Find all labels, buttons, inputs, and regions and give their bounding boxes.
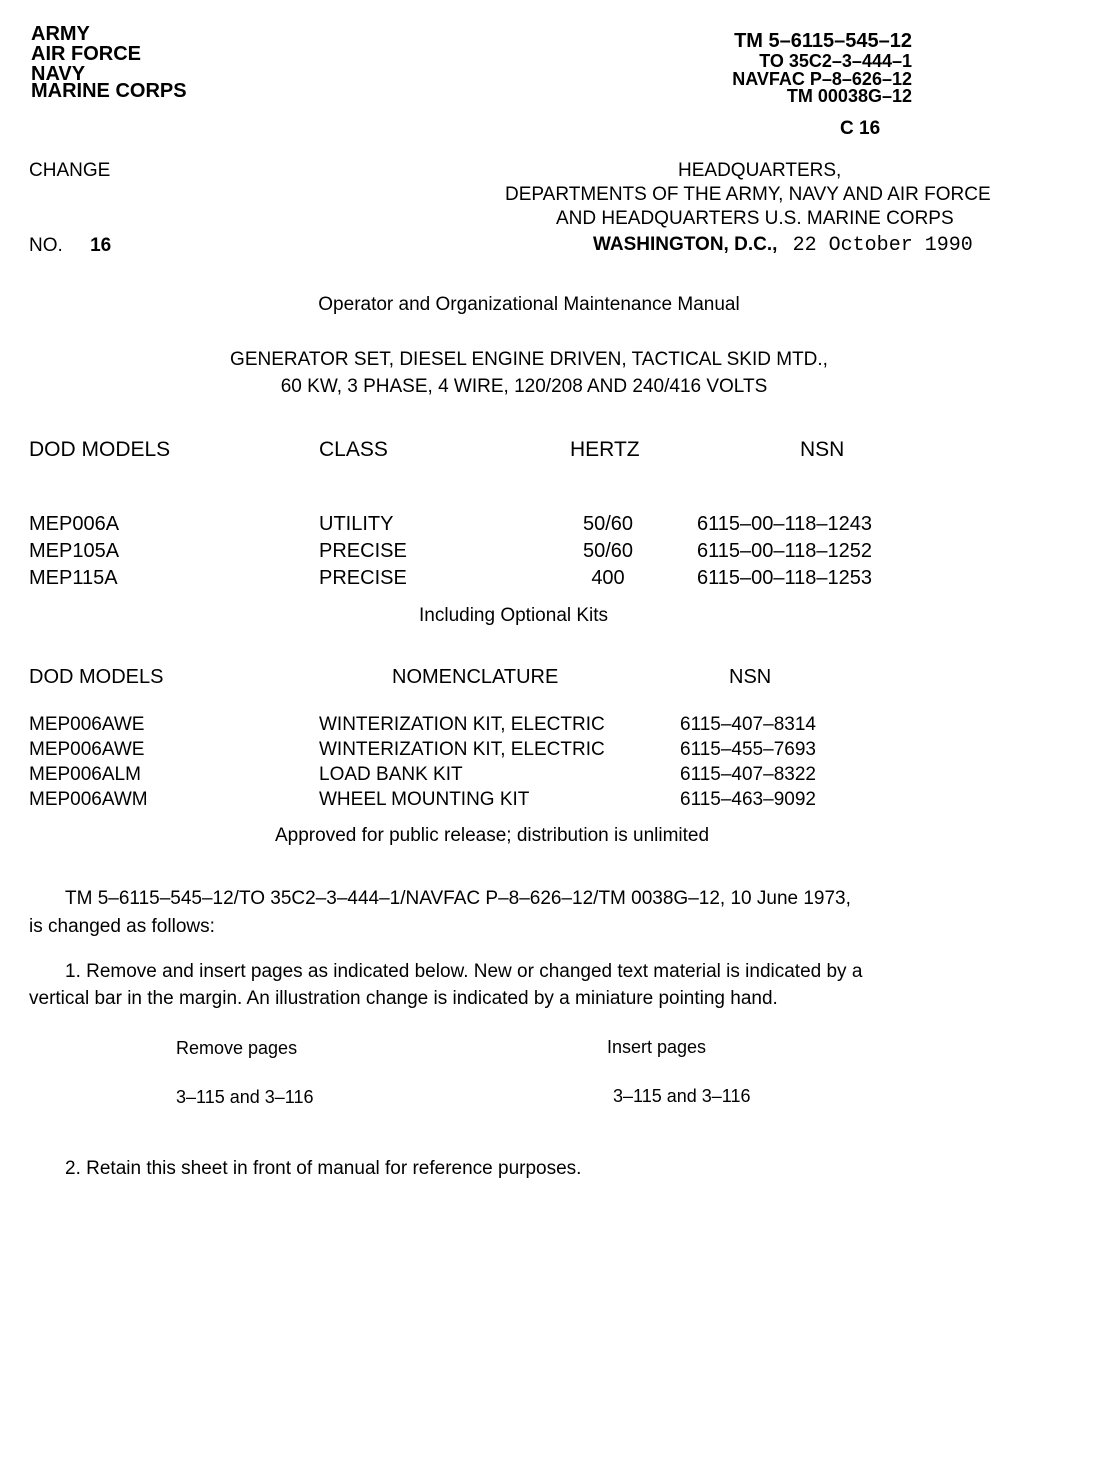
kit-nomenclature-cell: WINTERIZATION KIT, ELECTRIC <box>319 739 605 760</box>
model-cell: MEP006A <box>29 513 120 535</box>
hq-location: WASHINGTON, D.C., <box>593 234 778 255</box>
nsn-cell: 6115–00–118–1243 <box>697 513 872 535</box>
kit-model-cell: MEP006AWE <box>29 739 145 760</box>
kit-nsn-cell: 6115–455–7693 <box>680 739 816 760</box>
hertz-cell: 50/60 <box>582 513 634 535</box>
kit-model-cell: MEP006AWM <box>29 789 148 810</box>
hq-line-2: DEPARTMENTS OF THE ARMY, NAVY AND AIR FORCE <box>505 184 991 205</box>
insert-pages-value: 3–115 and 3–116 <box>613 1086 751 1106</box>
class-cell: PRECISE <box>319 567 407 589</box>
hq-line-1: HEADQUARTERS, <box>678 160 842 181</box>
kit-nomenclature-cell: WINTERIZATION KIT, ELECTRIC <box>319 714 605 735</box>
hq-location-date <box>593 234 973 257</box>
item-1-line-2: vertical bar in the margin. An illustration change is indicated by a miniature pointing hand. <box>29 988 778 1009</box>
tm-number-army: TM 5–6115–545–12 <box>734 30 912 52</box>
tm-number-marine: TM 00038G–12 <box>786 86 912 106</box>
hertz-cell: 400 <box>591 567 625 589</box>
kit-nsn-cell: 6115–407–8314 <box>680 714 816 735</box>
insert-pages-header: Insert pages <box>607 1037 707 1057</box>
manual-title: Operator and Organizational Maintenance Manual <box>318 294 740 315</box>
release-statement: Approved for public release; distribution is unlimited <box>275 825 710 846</box>
kit-nsn-cell: 6115–463–9092 <box>680 789 816 810</box>
remove-pages-value: 3–115 and 3–116 <box>176 1087 314 1107</box>
service-army: ARMY <box>31 23 90 45</box>
change-code: C 16 <box>840 118 881 139</box>
change-no-value: 16 <box>90 235 112 256</box>
hq-line-3: AND HEADQUARTERS U.S. MARINE CORPS <box>556 208 954 229</box>
change-label: CHANGE <box>29 160 111 181</box>
tm-number-navfac: NAVFAC P–8–626–12 <box>732 69 912 89</box>
nsn-cell: 6115–00–118–1252 <box>697 540 872 562</box>
intro-line-1: TM 5–6115–545–12/TO 35C2–3–444–1/NAVFAC P–8–626–12/TM 0038G–12, 10 June 1973, <box>65 888 851 909</box>
intro-line-2: is changed as follows: <box>29 916 215 937</box>
nsn-cell: 6115–00–118–1253 <box>697 567 872 589</box>
remove-pages-header: Remove pages <box>176 1038 298 1058</box>
kits-header-nomenclature: NOMENCLATURE <box>392 666 559 688</box>
models-header-nsn: NSN <box>800 438 845 461</box>
hertz-cell: 50/60 <box>582 540 634 562</box>
kit-model-cell: MEP006ALM <box>29 764 141 785</box>
change-no-label: NO. <box>29 235 63 256</box>
item-1-line-1: 1. Remove and insert pages as indicated below. New or changed text material is indicated by a <box>65 961 863 982</box>
models-header-class: CLASS <box>319 438 388 461</box>
equipment-title-line-2: 60 KW, 3 PHASE, 4 WIRE, 120/208 AND 240/416 VOLTS <box>280 376 768 397</box>
change-no <box>29 235 111 257</box>
models-header-hertz: HERTZ <box>570 438 640 461</box>
class-cell: UTILITY <box>319 513 394 535</box>
equipment-title-line-1: GENERATOR SET, DIESEL ENGINE DRIVEN, TACTICAL SKID MTD., <box>230 349 828 370</box>
kit-nomenclature-cell: WHEEL MOUNTING KIT <box>319 789 530 810</box>
model-cell: MEP105A <box>29 540 120 562</box>
models-header-dod: DOD MODELS <box>29 438 171 461</box>
kits-header-dod: DOD MODELS <box>29 666 164 688</box>
kit-nsn-cell: 6115–407–8322 <box>680 764 816 785</box>
model-cell: MEP115A <box>29 567 118 589</box>
class-cell: PRECISE <box>319 540 407 562</box>
service-navy: NAVY <box>31 63 86 85</box>
kit-nomenclature-cell: LOAD BANK KIT <box>319 764 463 785</box>
tm-number-to: TO 35C2–3–444–1 <box>759 51 912 71</box>
kits-header-nsn: NSN <box>729 666 772 688</box>
optional-kits-label: Including Optional Kits <box>419 605 609 626</box>
hq-date: 22 October 1990 <box>792 234 973 257</box>
kit-model-cell: MEP006AWE <box>29 714 145 735</box>
item-2: 2. Retain this sheet in front of manual for reference purposes. <box>65 1158 582 1179</box>
service-air-force: AIR FORCE <box>31 43 141 65</box>
service-marine-corps: MARINE CORPS <box>31 80 187 102</box>
